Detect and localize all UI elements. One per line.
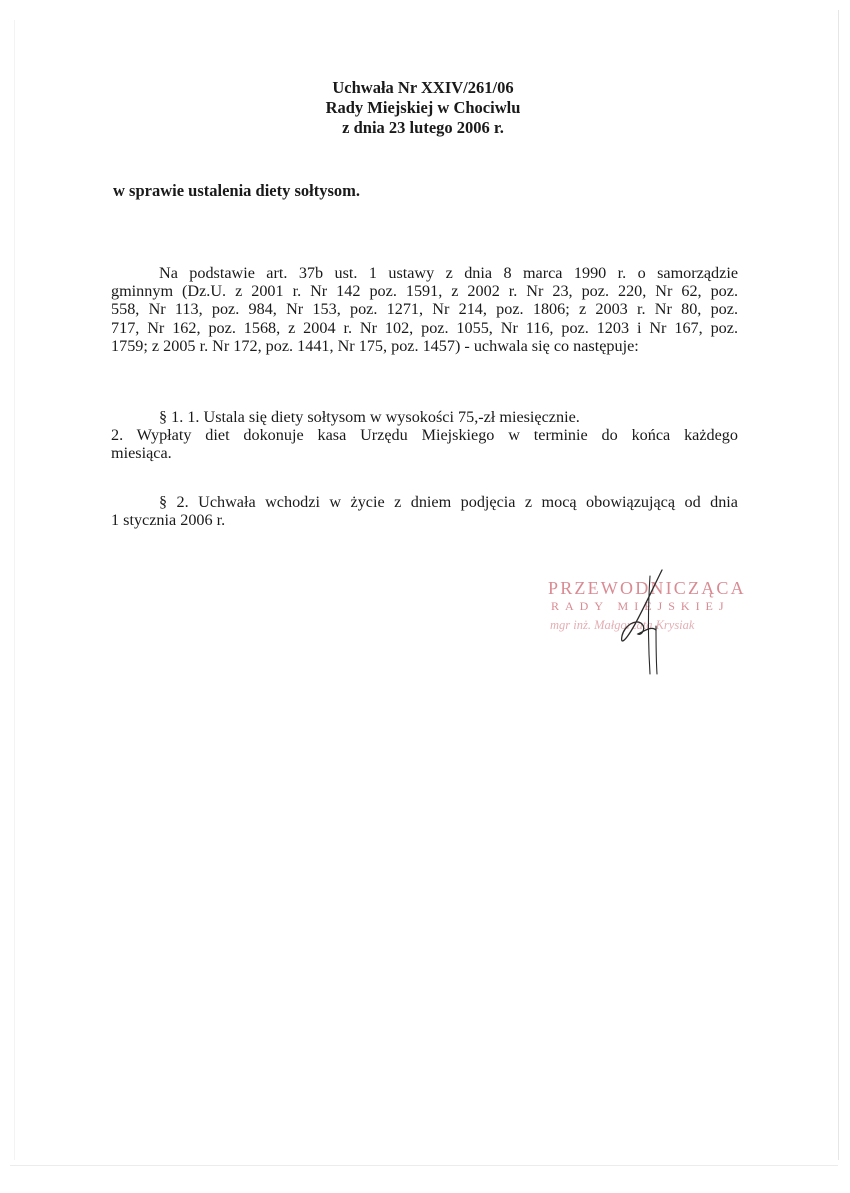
section-1-line: 2. Wypłaty diet dokonuje kasa Urzędu Miejskiego w terminie do końca każdego bbox=[111, 426, 738, 445]
stamp-title: PRZEWODNICZĄCA bbox=[548, 578, 746, 598]
section-2 bbox=[111, 493, 738, 529]
legal-basis-line: Na podstawie art. 37b ust. 1 ustawy z dnia 8 marca 1990 r. o samorządzie bbox=[159, 264, 738, 282]
legal-basis-line: 1759; z 2005 r. Nr 172, poz. 1441, Nr 175, poz. 1457) - uchwala się co następuje: bbox=[111, 336, 639, 355]
section-1 bbox=[111, 408, 738, 463]
scan-edge-left bbox=[14, 20, 15, 1160]
legal-basis-line: 558, Nr 113, poz. 984, Nr 153, poz. 1271, Nr 214, poz. 1806; z 2003 r. Nr 80, poz. bbox=[111, 300, 738, 319]
legal-basis-line: gminnym (Dz.U. z 2001 r. Nr 142 poz. 1591, z 2002 r. Nr 23, poz. 220, Nr 62, poz. bbox=[111, 282, 738, 301]
handwritten-signature bbox=[612, 566, 672, 678]
section-2-line: 1 stycznia 2006 r. bbox=[111, 511, 226, 530]
resolution-header bbox=[0, 78, 850, 138]
section-1-line: miesiąca. bbox=[111, 444, 172, 463]
scan-edge-right bbox=[838, 10, 839, 1160]
resolution-council: Rady Miejskiej w Chociwlu bbox=[325, 98, 521, 117]
legal-basis-paragraph bbox=[111, 264, 738, 355]
section-2-line: § 2. Uchwała wchodzi w życie z dniem podjęcia z mocą obowiązującą od dnia bbox=[159, 493, 738, 511]
stamp-name: mgr inż. Małgorzata Krysiak bbox=[550, 618, 695, 632]
resolution-subject: w sprawie ustalenia diety sołtysom. bbox=[113, 181, 361, 200]
scan-edge-bottom bbox=[10, 1165, 838, 1166]
legal-basis-line: 717, Nr 162, poz. 1568, z 2004 r. Nr 102, poz. 1055, Nr 116, poz. 1203 i Nr 167, poz. bbox=[111, 318, 738, 337]
section-1-line: § 1. 1. Ustala się diety sołtysom w wysokości 75,-zł miesięcznie. bbox=[159, 408, 580, 426]
stamp-subtitle: RADY MIEJSKIEJ bbox=[551, 599, 730, 613]
resolution-date: z dnia 23 lutego 2006 r. bbox=[342, 118, 504, 137]
resolution-number: Uchwała Nr XXIV/261/06 bbox=[332, 78, 514, 97]
